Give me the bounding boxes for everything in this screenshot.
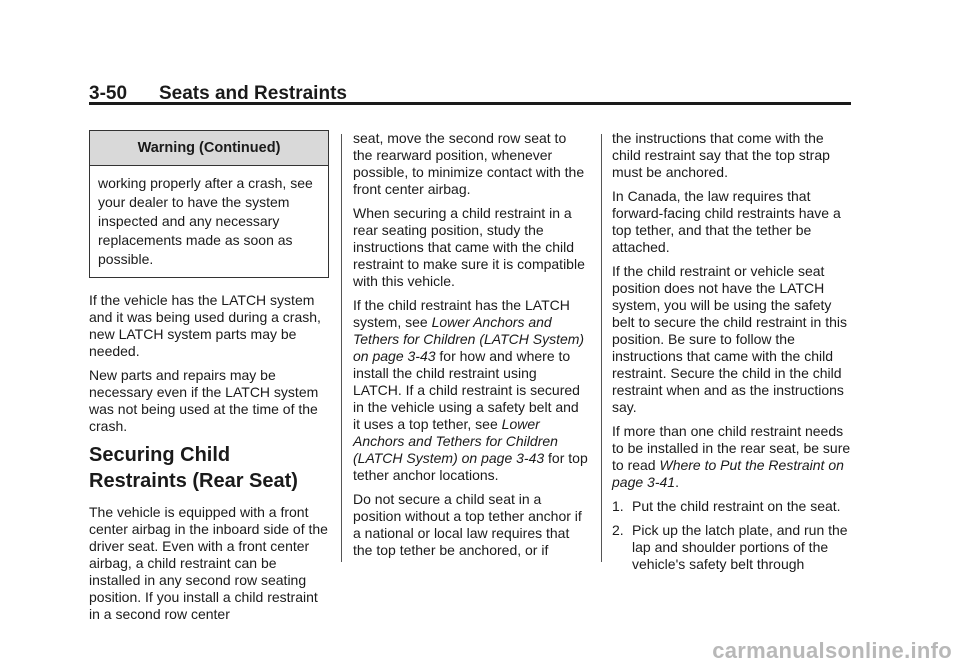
column-3 xyxy=(612,130,852,580)
paragraph: In Canada, the law requires that forward-facing child restraints have a top tether, and that the tether be attached. xyxy=(612,188,841,255)
section-heading: Securing Child Restraints (Rear Seat) xyxy=(89,444,298,492)
paragraph: If the child restraint or vehicle seat position does not have the LATCH system, you will be using the safety belt to secure the child restraint in this position. Be sure to follow the instructions that came with the child restraint. Secure the child in the child restraint when and as the instructions say. xyxy=(612,263,848,415)
column-2 xyxy=(353,130,589,566)
text-run: for top tether anchor locations. xyxy=(353,450,588,483)
warning-text: working properly after a crash, see your dealer to have the system inspected and any necessary replacements made as soon as possible. xyxy=(98,175,313,267)
list-item xyxy=(612,498,852,515)
step-number: 1. xyxy=(612,498,624,514)
warning-title: Warning (Continued) xyxy=(90,131,328,166)
warning-box xyxy=(89,130,329,278)
paragraph: New parts and repairs may be necessary even if the LATCH system was not being used at the time of the crash. xyxy=(89,367,319,434)
paragraph xyxy=(612,423,852,491)
text-run: If more than one child restraint needs to be installed in the rear seat, be sure to read xyxy=(612,423,851,473)
paragraph: Do not secure a child seat in a position without a top tether anchor if a national or local law requires that the top tether be anchored, or if xyxy=(353,491,582,558)
list-item xyxy=(612,522,852,573)
column-1 xyxy=(89,130,329,630)
paragraph xyxy=(353,297,589,484)
header-rule xyxy=(89,102,851,105)
warning-body xyxy=(90,166,328,277)
column-divider xyxy=(341,134,342,562)
paragraph: If the vehicle has the LATCH system and it was being used during a crash, new LATCH system parts may be needed. xyxy=(89,292,321,359)
page-header xyxy=(89,84,851,104)
text-run: If the child restraint has the LATCH system, see xyxy=(353,297,570,330)
paragraph: When securing a child restraint in a rear seating position, study the instructions that came with the child restraint to make sure it is compatible with this vehicle. xyxy=(353,205,585,289)
text-run: . xyxy=(675,474,679,490)
cross-reference-link[interactable]: Lower Anchors and Tethers for Children (LATCH System) on page 3-43 xyxy=(353,314,585,364)
paragraph: The vehicle is equipped with a front center airbag in the inboard side of the driver seat. Even with a front center airbag, a child restraint can be installed in any second row seating position. If you install a child restraint in a second row center xyxy=(89,504,328,622)
paragraph: seat, move the second row seat to the rearward position, whenever possible, to minimize contact with the front center airbag. xyxy=(353,130,585,197)
step-text: Put the child restraint on the seat. xyxy=(632,498,841,514)
paragraph: the instructions that come with the child restraint say that the top strap must be anchored. xyxy=(612,130,830,180)
cross-reference-link[interactable]: Where to Put the Restraint on page 3-41 xyxy=(612,457,844,490)
section-title: Seats and Restraints xyxy=(159,83,347,104)
cross-reference-link[interactable]: Lower Anchors and Tethers for Children (LATCH System) on page 3-43 xyxy=(353,416,558,466)
step-number: 2. xyxy=(612,522,624,538)
step-text: Pick up the latch plate, and run the lap and shoulder portions of the vehicle's safety belt through xyxy=(632,522,848,572)
watermark: carmanualsonline.info xyxy=(712,638,952,663)
column-divider xyxy=(601,134,602,562)
page-number: 3-50 xyxy=(89,83,128,104)
text-run: for how and where to install the child restraint using LATCH. If a child restraint is secured in the vehicle using a safety belt and it uses a top tether, see xyxy=(353,348,580,432)
